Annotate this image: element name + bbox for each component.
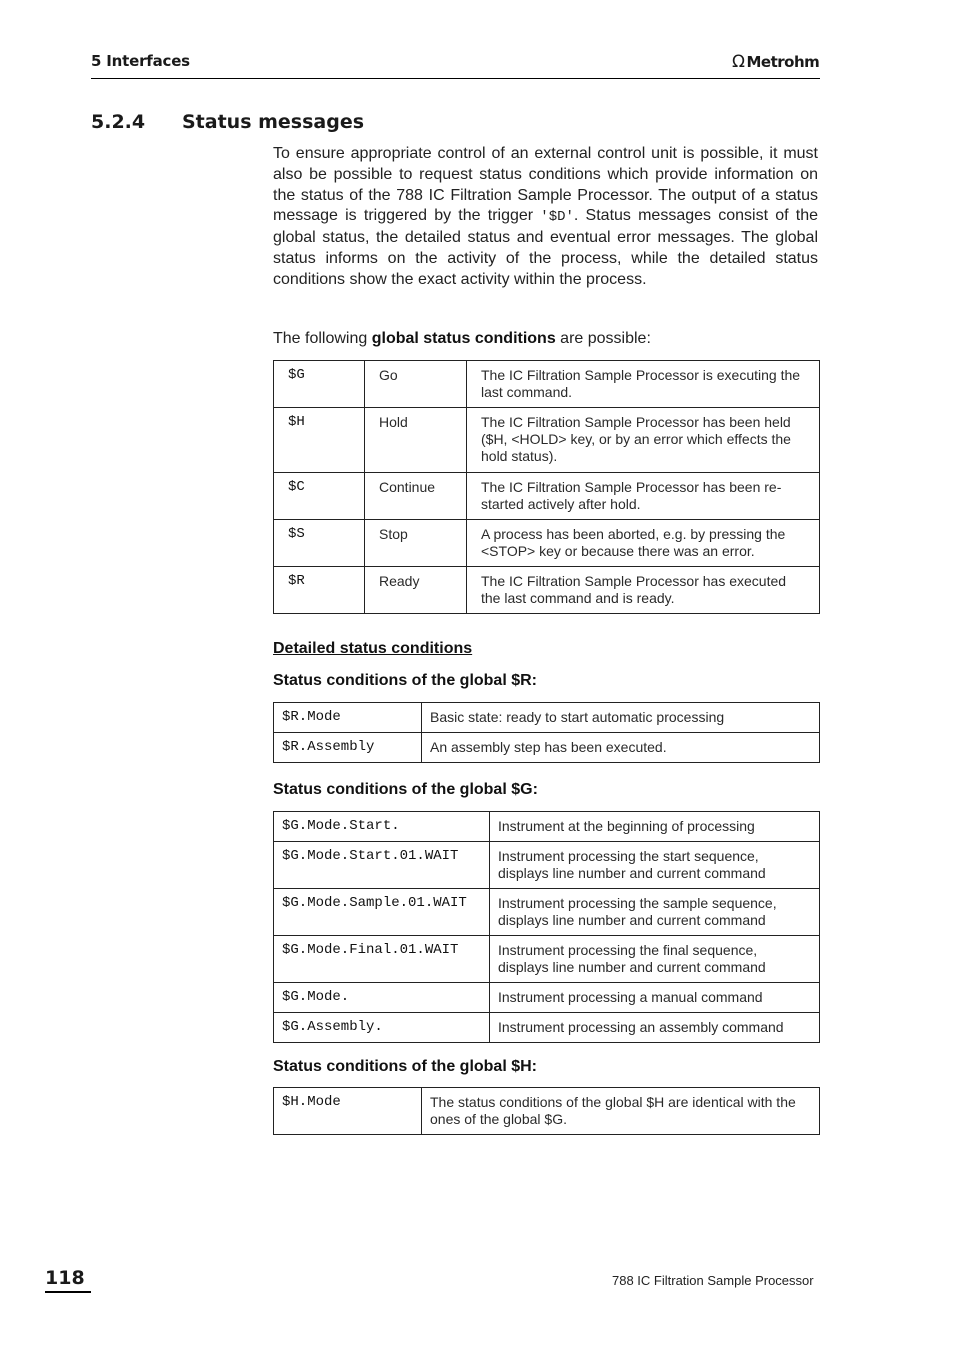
metrohm-logo	[732, 52, 819, 72]
intro-line-prefix: The following	[273, 330, 372, 347]
table-row	[274, 703, 820, 733]
status-code: $H	[274, 408, 365, 473]
status-code: $G.Mode.Start.01.WAIT	[274, 842, 490, 889]
status-description: A process has been aborted, e.g. by pressing the <STOP> key or because there was an error.	[467, 520, 820, 567]
table-row	[274, 983, 820, 1013]
status-description: Basic state: ready to start automatic processing	[422, 703, 820, 733]
status-name: Continue	[365, 473, 467, 520]
table-row	[274, 1013, 820, 1043]
status-code: $G	[274, 361, 365, 408]
status-name: Go	[365, 361, 467, 408]
section-title: Status messages	[182, 111, 365, 133]
table-row	[274, 1088, 820, 1135]
status-description: The IC Filtration Sample Processor has been re-started actively after hold.	[467, 473, 820, 520]
section-heading	[91, 111, 364, 133]
table-row	[274, 936, 820, 983]
table-row	[274, 733, 820, 763]
page-number: 118	[45, 1267, 85, 1289]
global-conditions-intro	[273, 330, 651, 348]
status-description: Instrument processing a manual command	[490, 983, 820, 1013]
status-description: Instrument processing the sample sequence, displays line number and current command	[490, 889, 820, 936]
status-description: Instrument at the beginning of processing	[490, 812, 820, 842]
table-row	[274, 361, 820, 408]
status-description: Instrument processing the final sequence, displays line number and current command	[490, 936, 820, 983]
page-number-underline	[45, 1291, 91, 1293]
h-status-table	[273, 1087, 820, 1135]
status-code: $G.Mode.Final.01.WAIT	[274, 936, 490, 983]
status-code: $C	[274, 473, 365, 520]
status-code: $G.Mode.	[274, 983, 490, 1013]
footer-product-name: 788 IC Filtration Sample Processor	[612, 1273, 814, 1288]
status-description: The IC Filtration Sample Processor has executed the last command and is ready.	[467, 567, 820, 614]
detailed-status-heading: Detailed status conditions	[273, 640, 473, 657]
omega-logo-icon: Ω	[732, 52, 745, 72]
status-code: $G.Mode.Sample.01.WAIT	[274, 889, 490, 936]
status-name: Hold	[365, 408, 467, 473]
intro-line-bold: global status conditions	[371, 330, 556, 347]
intro-paragraph	[273, 144, 818, 291]
status-code: $R	[274, 567, 365, 614]
trigger-code: '$D'	[540, 209, 574, 226]
status-code: $R.Assembly	[274, 733, 422, 763]
table-row	[274, 567, 820, 614]
chapter-header: 5 Interfaces	[91, 52, 190, 70]
status-code: $S	[274, 520, 365, 567]
status-description: The IC Filtration Sample Processor is executing the last command.	[467, 361, 820, 408]
table-row	[274, 520, 820, 567]
status-code: $G.Mode.Start.	[274, 812, 490, 842]
section-number: 5.2.4	[91, 111, 146, 133]
header-divider	[91, 78, 820, 79]
status-name: Stop	[365, 520, 467, 567]
table-row	[274, 473, 820, 520]
h-status-heading: Status conditions of the global $H:	[273, 1058, 537, 1075]
global-status-table	[273, 360, 820, 614]
status-name: Ready	[365, 567, 467, 614]
intro-text-part1: To ensure appropriate control of an external control unit is possible, it must also be possible to request status conditions which provide information on the status of the 788 IC Filtration Sample Processor. The output of a status message is triggered by the trigger	[273, 145, 818, 225]
table-row	[274, 842, 820, 889]
r-status-table	[273, 702, 820, 763]
status-description: Instrument processing an assembly command	[490, 1013, 820, 1043]
table-row	[274, 408, 820, 473]
intro-text-part2: . Status messages consist of the global status, the detailed status and eventual error messages. The global status informs on the activity of the process, while the detailed status conditions show the exact activity within the process.	[273, 207, 818, 288]
status-description: Instrument processing the start sequence, displays line number and current command	[490, 842, 820, 889]
status-description: The IC Filtration Sample Processor has been held ($H, <HOLD> key, or by an error which effects the hold status).	[467, 408, 820, 473]
status-description: The status conditions of the global $H are identical with the ones of the global $G.	[422, 1088, 820, 1135]
table-row	[274, 812, 820, 842]
status-code: $R.Mode	[274, 703, 422, 733]
logo-text: Metrohm	[746, 53, 820, 71]
status-description: An assembly step has been executed.	[422, 733, 820, 763]
table-row	[274, 889, 820, 936]
g-status-table	[273, 811, 820, 1043]
r-status-heading: Status conditions of the global $R:	[273, 672, 537, 689]
status-code: $G.Assembly.	[274, 1013, 490, 1043]
g-status-heading: Status conditions of the global $G:	[273, 781, 538, 798]
status-code: $H.Mode	[274, 1088, 422, 1135]
intro-line-suffix: are possible:	[555, 330, 651, 347]
